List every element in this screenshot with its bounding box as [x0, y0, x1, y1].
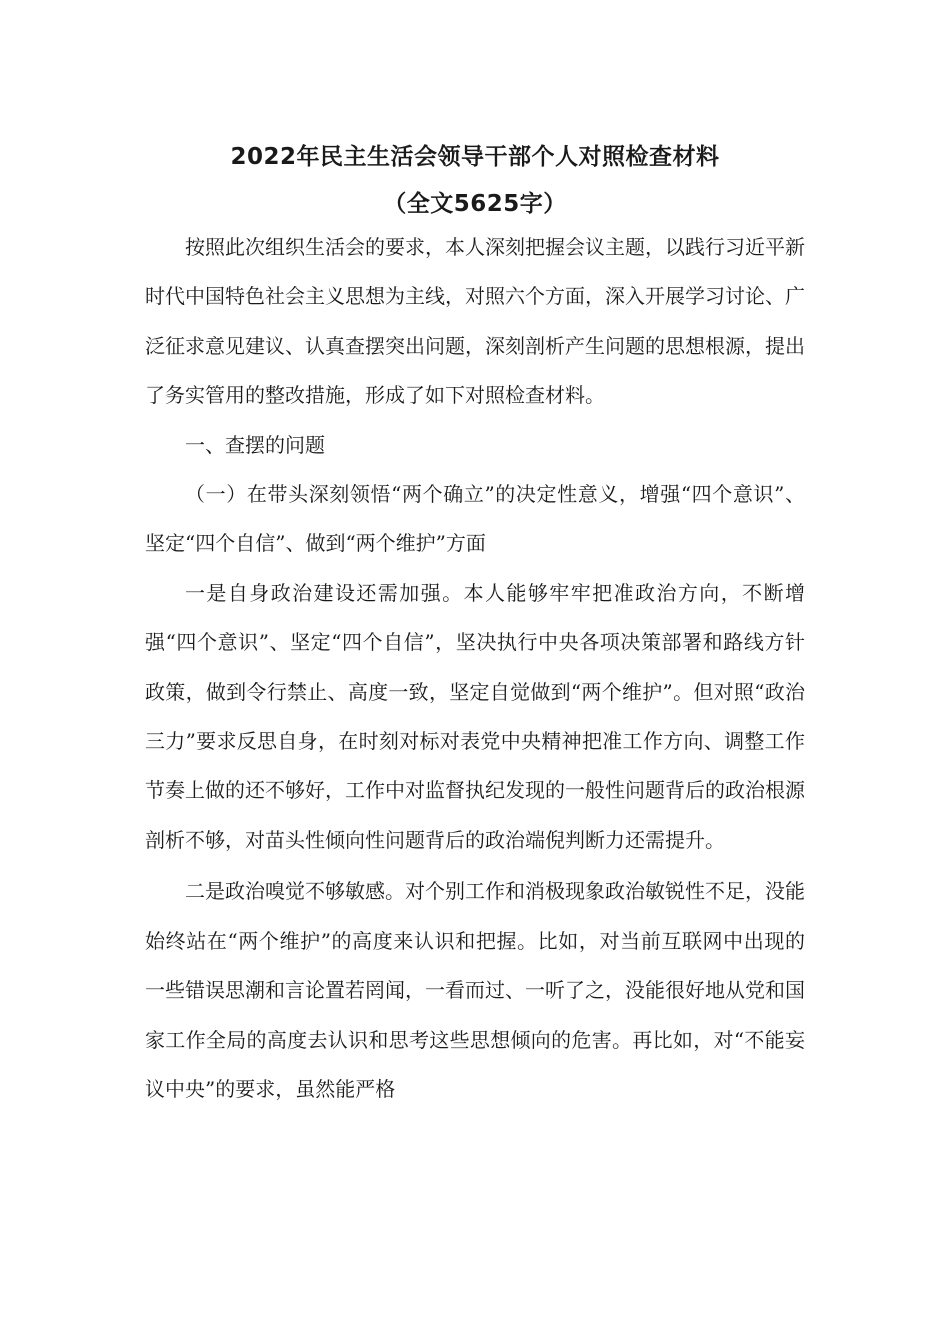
subsection-heading: （一）在带头深刻领悟“两个确立”的决定性意义，增强“四个意识”、坚定“四个自信”、做到“两个维护”方面 [145, 482, 805, 556]
problem-two-paragraph: 二是政治嗅觉不够敏感。对个别工作和消极现象政治敏锐性不足，没能始终站在“两个维护”的高度来认识和把握。比如，对当前互联网中出现的一些错误思潮和言论置若罔闻，一看而过、一听了之，没能很好地从党和国家工作全局的高度去认识和思考这些思想倾向的危害。再比如，对“不能妄议中央”的要求，虽然能严格 [145, 879, 805, 1101]
document-body [145, 223, 805, 1114]
document-title: 2022年民主生活会领导干部个人对照检查材料 [230, 144, 720, 170]
document-subtitle: （全文5625字） [383, 191, 567, 217]
problem-one-paragraph: 一是自身政治建设还需加强。本人能够牢牢把准政治方向，不断增强“四个意识”、坚定“四个自信”，坚决执行中央各项决策部署和路线方针政策，做到令行禁止、高度一致，坚定自觉做到“两个维护”。但对照“政治三力”要求反思自身，在时刻对标对表党中央精神把准工作方向、调整工作节奏上做的还不够好，工作中对监督执纪发现的一般性问题背后的政治根源剖析不够，对苗头性倾向性问题背后的政治端倪判断力还需提升。 [145, 580, 805, 852]
intro-paragraph: 按照此次组织生活会的要求，本人深刻把握会议主题，以践行习近平新时代中国特色社会主义思想为主线，对照六个方面，深入开展学习讨论、广泛征求意见建议、认真查摆突出问题，深刻剖析产生问题的思想根源，提出了务实管用的整改措施，形成了如下对照检查材料。 [145, 235, 805, 408]
section-heading: 一、查摆的问题 [185, 432, 325, 457]
